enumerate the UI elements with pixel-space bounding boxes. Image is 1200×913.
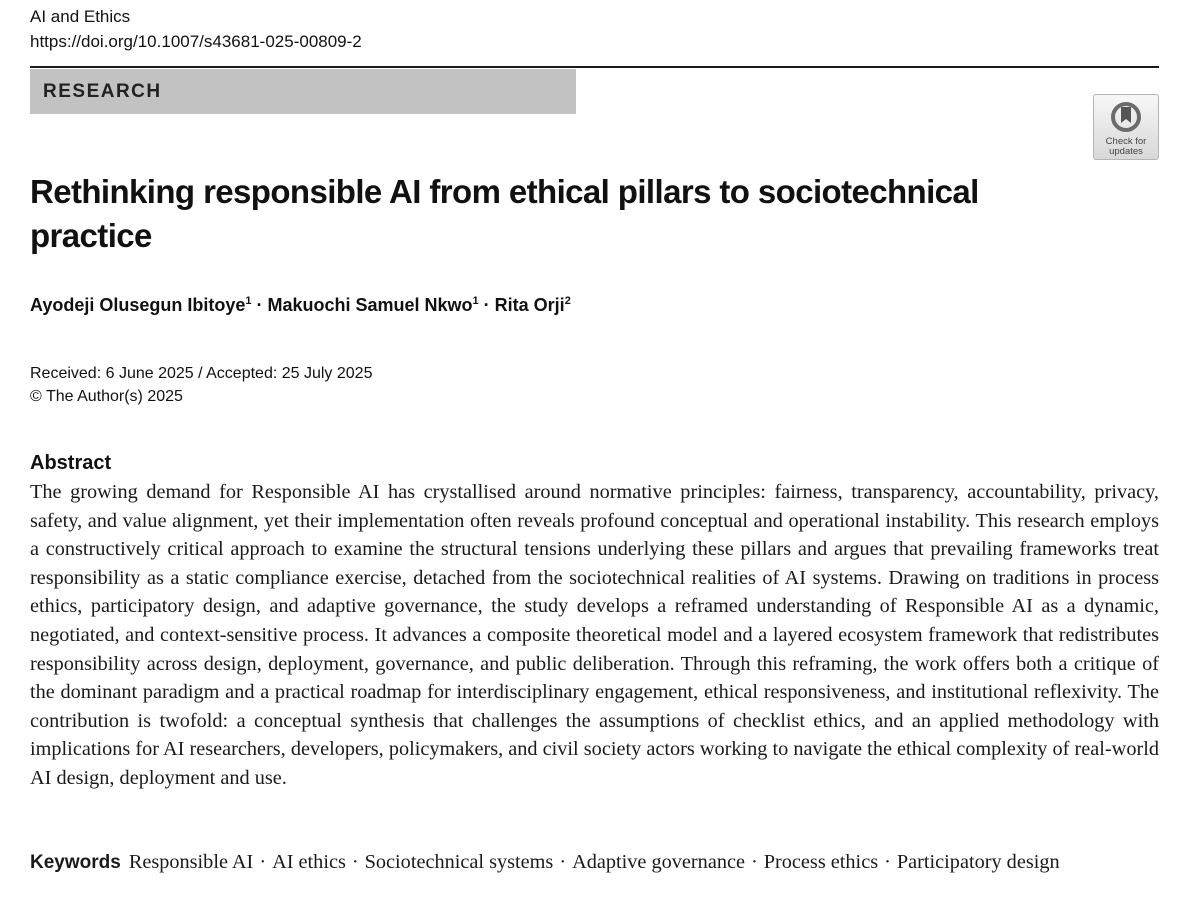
bookmark-ring-icon	[1110, 101, 1142, 133]
author-name[interactable]: Ayodeji Olusegun Ibitoye	[30, 295, 246, 315]
abstract-text: The growing demand for Responsible AI has crystallised around normative principles: fairness, transparency, accountability, privacy, safety, and value alignment, yet their implementation often reveals profound conceptual and operational instability. This research employs a constructively critical approach to examine the structural tensions underlying these pillars and argues that prevailing frameworks treat responsibility as a static compliance exercise, detached from the sociotechnical realities of AI systems. Drawing on traditions in process ethics, participatory design, and adaptive governance, the study develops a reframed understanding of Responsible AI as a dynamic, negotiated, and context-sensitive process. It advances a composite theoretical model and a layered ecosystem framework that redistributes responsibility across design, deployment, governance, and public deliberation. Through this reframing, the work offers both a critique of the dominant paradigm and a practical roadmap for interdisciplinary engagement, ethical responsiveness, and institutional reflexivity. The contribution is twofold: a conceptual synthesis that challenges the assumptions of checklist ethics, and an applied methodology with implications for AI researchers, developers, policymakers, and civil society actors working to navigate the ethical complexity of real-world AI design, deployment and use.	[30, 481, 1159, 789]
keywords-section	[30, 848, 1159, 878]
keywords-label: Keywords	[30, 852, 121, 873]
author-name[interactable]: Rita Orji	[494, 295, 565, 315]
publication-dates	[30, 362, 372, 408]
keyword-separator: ·	[750, 851, 758, 873]
author-list	[30, 292, 571, 318]
doi-link[interactable]: https://doi.org/10.1007/s43681-025-00809-2	[30, 32, 362, 51]
received-accepted-dates: Received: 6 June 2025 / Accepted: 25 July 2025	[30, 365, 373, 382]
keyword-item: Sociotechnical systems	[364, 851, 554, 873]
keyword-separator: ·	[884, 851, 891, 873]
author-affiliation: 1	[472, 295, 479, 307]
keyword-item: Responsible AI	[128, 851, 254, 873]
check-for-updates-text: Check for updates	[1105, 136, 1147, 157]
keyword-item: Adaptive governance	[572, 851, 745, 873]
article-type-banner	[30, 69, 576, 114]
author-separator: ·	[478, 295, 495, 315]
keyword-separator: ·	[559, 851, 567, 873]
article-type-label: RESEARCH	[43, 80, 162, 102]
author-name[interactable]: Makuochi Samuel Nkwo	[267, 295, 473, 315]
abstract-heading: Abstract	[30, 452, 112, 474]
keyword-item: AI ethics	[272, 851, 346, 873]
keyword-item: Process ethics	[763, 851, 879, 873]
article-title: Rethinking responsible AI from ethical pillars to sociotechnical practice	[30, 173, 979, 254]
author-affiliation: 2	[564, 295, 571, 307]
header-rule	[30, 66, 1159, 68]
keyword-separator: ·	[351, 851, 359, 873]
keyword-separator: ·	[259, 851, 267, 873]
keyword-item: Participatory design	[896, 851, 1060, 873]
copyright-notice: © The Author(s) 2025	[30, 388, 183, 405]
author-affiliation: 1	[245, 295, 252, 307]
journal-name: AI and Ethics	[30, 7, 131, 26]
check-for-updates-badge[interactable]	[1093, 94, 1159, 160]
author-separator: ·	[251, 295, 268, 315]
